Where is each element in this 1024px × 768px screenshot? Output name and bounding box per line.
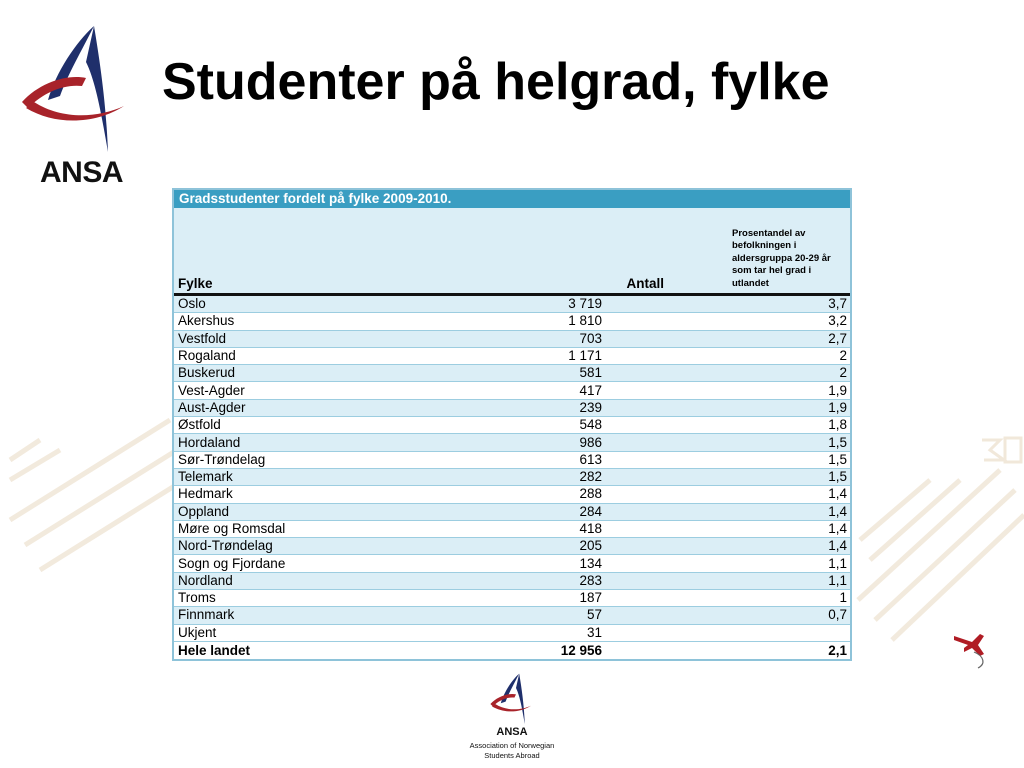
cell-fylke: Buskerud (174, 365, 484, 382)
ansa-logo-bottom-line1: Association of Norwegian (469, 741, 555, 750)
cell-percentage: 2,7 (728, 330, 850, 347)
cell-percentage: 1,1 (728, 555, 850, 572)
cell-fylke: Nordland (174, 572, 484, 589)
cell-fylke: Møre og Romsdal (174, 520, 484, 537)
cell-fylke: Troms (174, 590, 484, 607)
table-row (174, 417, 850, 434)
cell-antall: 57 (484, 607, 728, 624)
cell-antall: 187 (484, 590, 728, 607)
cell-percentage: 1,4 (728, 520, 850, 537)
ansa-logo-bottom (462, 672, 562, 768)
cell-percentage: 1,1 (728, 572, 850, 589)
table-row (174, 503, 850, 520)
table-row (174, 572, 850, 589)
cell-percentage: 1,4 (728, 538, 850, 555)
cell-percentage: 1,4 (728, 486, 850, 503)
ansa-logo-bottom-line2: Students Abroad (484, 751, 540, 760)
cell-antall: 613 (484, 451, 728, 468)
cell-fylke: Nord-Trøndelag (174, 538, 484, 555)
table-row (174, 486, 850, 503)
header-fylke: Fylke (174, 208, 484, 295)
table-row (174, 538, 850, 555)
cell-fylke: Akershus (174, 313, 484, 330)
table-row (174, 399, 850, 416)
cell-percentage: 1,4 (728, 503, 850, 520)
cell-fylke: Sør-Trøndelag (174, 451, 484, 468)
table-row (174, 295, 850, 313)
cell-percentage: 1,8 (728, 417, 850, 434)
cell-antall: 1 171 (484, 347, 728, 364)
table-row (174, 555, 850, 572)
cell-antall: 134 (484, 555, 728, 572)
table-row (174, 624, 850, 641)
table-row (174, 313, 850, 330)
slide-title: Studenter på helgrad, fylke (162, 53, 830, 111)
ansa-logo-top (16, 22, 126, 192)
table-header-row (174, 208, 850, 295)
cell-antall: 283 (484, 572, 728, 589)
cell-percentage: 0,7 (728, 607, 850, 624)
table-total-row (174, 641, 850, 659)
ansa-logo-icon (16, 22, 126, 157)
cell-antall: 703 (484, 330, 728, 347)
cell-fylke: Hedmark (174, 486, 484, 503)
cell-antall: 288 (484, 486, 728, 503)
cell-fylke: Ukjent (174, 624, 484, 641)
ansa-logo-text: ANSA (40, 156, 124, 189)
cell-antall: 282 (484, 468, 728, 485)
table-row (174, 607, 850, 624)
cell-antall: 31 (484, 624, 728, 641)
table-row (174, 590, 850, 607)
cell-antall: 986 (484, 434, 728, 451)
cell-fylke: Vestfold (174, 330, 484, 347)
table-row (174, 330, 850, 347)
cell-antall: 3 719 (484, 295, 728, 313)
cell-fylke: Finnmark (174, 607, 484, 624)
header-antall: Antall (484, 208, 728, 295)
cell-percentage: 1,9 (728, 399, 850, 416)
table-row (174, 434, 850, 451)
cell-antall: 239 (484, 399, 728, 416)
county-student-table (174, 208, 850, 659)
cell-fylke: Rogaland (174, 347, 484, 364)
cell-antall: 284 (484, 503, 728, 520)
cell-fylke: Sogn og Fjordane (174, 555, 484, 572)
cell-percentage: 1,5 (728, 468, 850, 485)
cell-antall: 417 (484, 382, 728, 399)
ansa-logo-bottom-name: ANSA (496, 726, 528, 738)
cell-antall: 418 (484, 520, 728, 537)
cell-fylke: Oppland (174, 503, 484, 520)
cell-fylke: Aust-Agder (174, 399, 484, 416)
table-row (174, 451, 850, 468)
cell-percentage: 3,2 (728, 313, 850, 330)
cell-antall: 205 (484, 538, 728, 555)
cell-percentage: 1,9 (728, 382, 850, 399)
cell-percentage: 1,5 (728, 451, 850, 468)
total-fylke: Hele landet (174, 641, 484, 659)
ansa-logo-icon (480, 672, 540, 726)
cell-antall: 1 810 (484, 313, 728, 330)
table-caption: Gradsstudenter fordelt på fylke 2009-2010. (174, 190, 850, 208)
airplane-icon (950, 626, 990, 670)
cell-antall: 548 (484, 417, 728, 434)
cell-antall: 581 (484, 365, 728, 382)
data-table-container (172, 188, 852, 661)
table-row (174, 468, 850, 485)
total-antall: 12 956 (484, 641, 728, 659)
cell-fylke: Vest-Agder (174, 382, 484, 399)
table-row (174, 365, 850, 382)
cell-fylke: Telemark (174, 468, 484, 485)
cell-fylke: Hordaland (174, 434, 484, 451)
header-percentage: Prosentandel av befolkningen i aldersgruppa 20-29 år som tar hel grad i utlandet (728, 208, 850, 295)
cell-fylke: Oslo (174, 295, 484, 313)
cell-percentage: 3,7 (728, 295, 850, 313)
cell-percentage: 1,5 (728, 434, 850, 451)
total-percentage: 2,1 (728, 641, 850, 659)
cell-percentage (728, 624, 850, 641)
cell-percentage: 2 (728, 365, 850, 382)
cell-percentage: 2 (728, 347, 850, 364)
cell-fylke: Østfold (174, 417, 484, 434)
table-row (174, 382, 850, 399)
table-row (174, 520, 850, 537)
table-row (174, 347, 850, 364)
cell-percentage: 1 (728, 590, 850, 607)
